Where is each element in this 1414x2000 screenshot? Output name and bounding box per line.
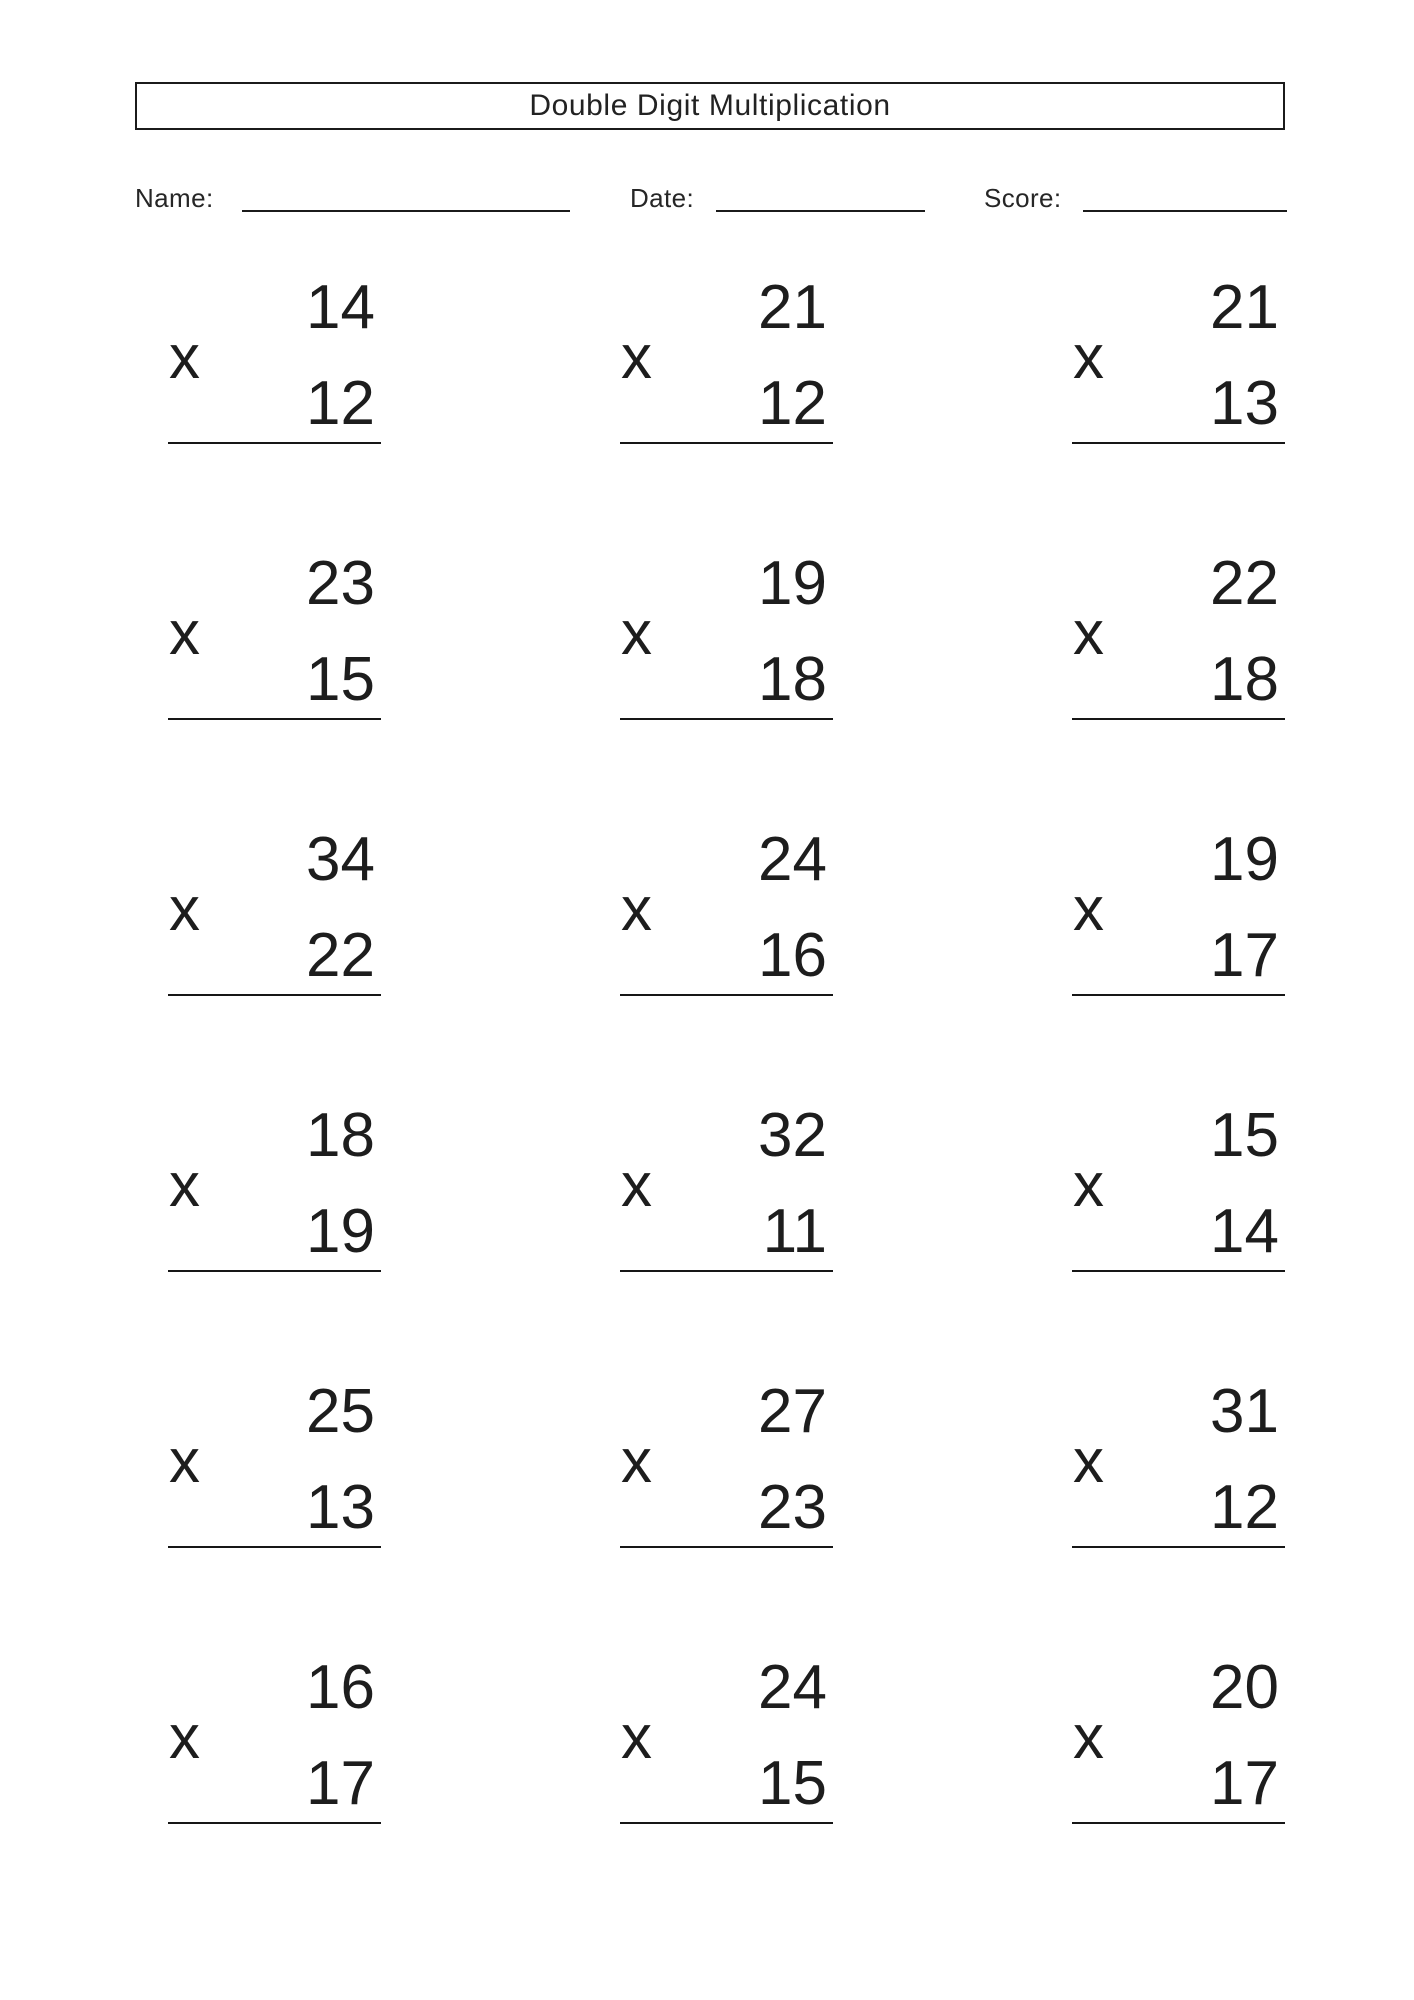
worksheet-title-box bbox=[135, 82, 1285, 130]
multiplicand: 31 bbox=[1210, 1377, 1279, 1446]
multiplier: 15 bbox=[306, 645, 375, 714]
multiplication-sign: x bbox=[169, 599, 200, 668]
multiplier: 19 bbox=[306, 1197, 375, 1266]
multiplier: 17 bbox=[306, 1749, 375, 1818]
multiplication-sign: x bbox=[1073, 1427, 1104, 1496]
multiplication-sign: x bbox=[169, 875, 200, 944]
multiplier: 12 bbox=[306, 369, 375, 438]
name-blank-line bbox=[242, 189, 570, 212]
problem-cell bbox=[620, 549, 833, 720]
multiplicand: 21 bbox=[1210, 273, 1279, 342]
answer-line bbox=[1072, 442, 1285, 444]
multiplicand: 34 bbox=[306, 825, 375, 894]
answer-line bbox=[1072, 718, 1285, 720]
answer-line bbox=[168, 442, 381, 444]
problem-cell bbox=[620, 1653, 833, 1824]
answer-line bbox=[1072, 1822, 1285, 1824]
date-label: Date: bbox=[630, 183, 695, 213]
score-label: Score: bbox=[984, 183, 1062, 213]
multiplicand: 21 bbox=[758, 273, 827, 342]
score-blank-line bbox=[1083, 189, 1287, 212]
multiplication-sign: x bbox=[1073, 875, 1104, 944]
multiplier: 12 bbox=[758, 369, 827, 438]
date-blank-line bbox=[716, 189, 925, 212]
problem-cell bbox=[620, 825, 833, 996]
multiplier: 12 bbox=[1210, 1473, 1279, 1542]
multiplier: 17 bbox=[1210, 1749, 1279, 1818]
multiplicand: 20 bbox=[1210, 1653, 1279, 1722]
answer-line bbox=[620, 1822, 833, 1824]
answer-line bbox=[1072, 1270, 1285, 1272]
multiplication-sign: x bbox=[621, 875, 652, 944]
multiplicand: 24 bbox=[758, 1653, 827, 1722]
answer-line bbox=[620, 1546, 833, 1548]
multiplicand: 19 bbox=[1210, 825, 1279, 894]
multiplication-sign: x bbox=[621, 1427, 652, 1496]
multiplication-sign: x bbox=[169, 1427, 200, 1496]
problem-cell bbox=[1072, 549, 1285, 720]
problem-cell bbox=[168, 1377, 381, 1548]
answer-line bbox=[620, 718, 833, 720]
multiplier: 13 bbox=[306, 1473, 375, 1542]
multiplicand: 14 bbox=[306, 273, 375, 342]
multiplier: 14 bbox=[1210, 1197, 1279, 1266]
answer-line bbox=[620, 442, 833, 444]
worksheet-title: Double Digit Multiplication bbox=[529, 89, 891, 122]
multiplication-sign: x bbox=[169, 1703, 200, 1772]
problem-cell bbox=[1072, 1377, 1285, 1548]
answer-line bbox=[1072, 1546, 1285, 1548]
multiplier: 17 bbox=[1210, 921, 1279, 990]
multiplier: 18 bbox=[1210, 645, 1279, 714]
multiplicand: 23 bbox=[306, 549, 375, 618]
answer-line bbox=[620, 1270, 833, 1272]
multiplication-sign: x bbox=[169, 1151, 200, 1220]
problem-cell bbox=[168, 1653, 381, 1824]
multiplicand: 15 bbox=[1210, 1101, 1279, 1170]
multiplicand: 19 bbox=[758, 549, 827, 618]
multiplication-sign: x bbox=[621, 1151, 652, 1220]
problem-cell bbox=[168, 825, 381, 996]
multiplication-sign: x bbox=[1073, 599, 1104, 668]
multiplicand: 16 bbox=[306, 1653, 375, 1722]
multiplier: 22 bbox=[306, 921, 375, 990]
problem-cell bbox=[1072, 825, 1285, 996]
answer-line bbox=[168, 1546, 381, 1548]
multiplicand: 32 bbox=[758, 1101, 827, 1170]
answer-line bbox=[168, 1270, 381, 1272]
problem-cell bbox=[168, 549, 381, 720]
multiplication-sign: x bbox=[1073, 1151, 1104, 1220]
multiplicand: 27 bbox=[758, 1377, 827, 1446]
problem-cell bbox=[620, 1377, 833, 1548]
multiplication-sign: x bbox=[621, 1703, 652, 1772]
multiplier: 23 bbox=[758, 1473, 827, 1542]
problem-cell bbox=[1072, 273, 1285, 444]
answer-line bbox=[168, 718, 381, 720]
multiplier: 11 bbox=[762, 1197, 827, 1266]
problem-cell bbox=[168, 273, 381, 444]
answer-line bbox=[168, 994, 381, 996]
problem-cell bbox=[620, 1101, 833, 1272]
problem-cell bbox=[1072, 1101, 1285, 1272]
multiplication-sign: x bbox=[1073, 1703, 1104, 1772]
name-label: Name: bbox=[135, 183, 214, 213]
answer-line bbox=[1072, 994, 1285, 996]
multiplication-sign: x bbox=[1073, 323, 1104, 392]
problem-cell bbox=[1072, 1653, 1285, 1824]
multiplier: 18 bbox=[758, 645, 827, 714]
answer-line bbox=[620, 994, 833, 996]
problem-cell bbox=[168, 1101, 381, 1272]
answer-line bbox=[168, 1822, 381, 1824]
multiplier: 13 bbox=[1210, 369, 1279, 438]
multiplication-sign: x bbox=[621, 599, 652, 668]
problem-cell bbox=[620, 273, 833, 444]
multiplicand: 18 bbox=[306, 1101, 375, 1170]
multiplication-sign: x bbox=[169, 323, 200, 392]
multiplication-sign: x bbox=[621, 323, 652, 392]
multiplicand: 24 bbox=[758, 825, 827, 894]
multiplier: 15 bbox=[758, 1749, 827, 1818]
multiplicand: 25 bbox=[306, 1377, 375, 1446]
multiplier: 16 bbox=[758, 921, 827, 990]
multiplicand: 22 bbox=[1210, 549, 1279, 618]
